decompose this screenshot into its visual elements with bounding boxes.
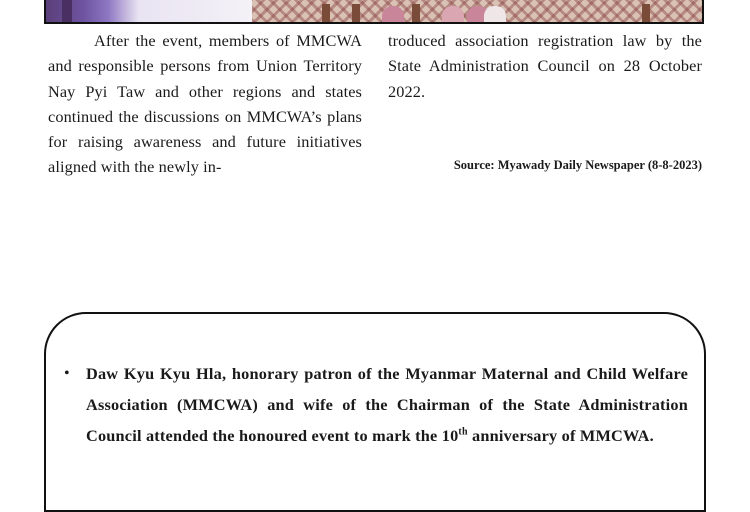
article-paragraph: After the event, members of MMCWA and responsible persons from Union Territory Nay Pyi Taw and other regions and states continued the discussions on MMCWA’s plans for raising awareness and future initiatives aligned with the newly in- [48, 31, 362, 177]
photo-figure [382, 6, 404, 22]
article-left-column [48, 28, 362, 180]
bullet-list-item [64, 358, 688, 451]
photo-chair [412, 4, 420, 22]
photo-left-panel [46, 0, 252, 22]
photo-figure [484, 6, 506, 22]
photo-right-panel [252, 0, 702, 22]
bullet-text-main: Daw Kyu Kyu Hla, honorary patron of the Myanmar Maternal and Child Welfare Association (MMCWA) and wife of the Chairman of the State Administration Council attended the honoured event to mark the 10 [86, 364, 688, 445]
highlight-box [44, 312, 706, 512]
bullet-text [86, 358, 688, 451]
photo-chair [642, 4, 650, 22]
photo-chair [322, 4, 330, 22]
article-right-column [388, 28, 702, 104]
photo-figure [442, 6, 464, 22]
photo-chair [352, 4, 360, 22]
article-paragraph-continued: troduced association registration law by the State Administration Council on 28 October 2022. [388, 31, 702, 101]
source-credit: Source: Myawady Daily Newspaper (8-8-2023) [453, 158, 702, 172]
ordinal-suffix: th [458, 426, 468, 438]
event-photo [44, 0, 704, 24]
bullet-text-end: anniversary of MMCWA. [467, 426, 654, 445]
bullet-icon: • [64, 365, 70, 382]
